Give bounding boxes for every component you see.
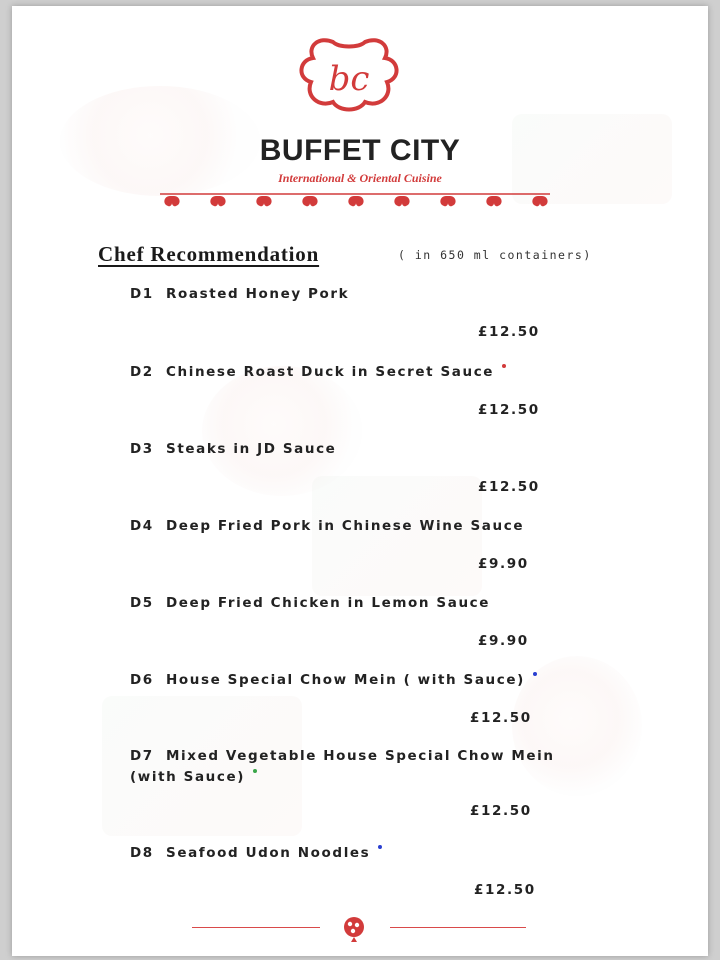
- item-price: £9.90: [478, 556, 529, 572]
- marker-dot: [533, 672, 537, 676]
- item-price: £12.50: [470, 710, 532, 726]
- item-price: £12.50: [474, 882, 536, 898]
- footer-line: [390, 927, 526, 928]
- marker-dot: [253, 769, 257, 773]
- divider-ornament: [486, 196, 501, 206]
- divider-ornament: [348, 196, 363, 206]
- section-note: ( in 650 ml containers): [398, 248, 592, 262]
- divider-ornament: [210, 196, 225, 206]
- divider-ornament: [440, 196, 455, 206]
- divider-ornament: [256, 196, 271, 206]
- footer-emblem-icon: [339, 913, 369, 943]
- item-price: £9.90: [478, 633, 529, 649]
- marker-dot: [502, 364, 506, 368]
- item-name: D5 Deep Fried Chicken in Lemon Sauce: [130, 595, 491, 611]
- item-name: D1 Roasted Honey Pork: [130, 286, 350, 302]
- menu-page: [12, 6, 708, 956]
- divider-ornament: [394, 196, 409, 206]
- item-name: D4 Deep Fried Pork in Chinese Wine Sauce: [130, 518, 525, 534]
- item-name: D2 Chinese Roast Duck in Secret Sauce: [130, 362, 590, 383]
- section-title: Chef Recommendation: [98, 242, 320, 266]
- footer-line: [192, 927, 320, 928]
- item-name: D3 Steaks in JD Sauce: [130, 441, 337, 457]
- item-name: D6 House Special Chow Mein ( with Sauce): [130, 670, 590, 691]
- logo-icon: [289, 34, 409, 114]
- divider-ornament: [164, 196, 179, 206]
- item-name: D7 Mixed Vegetable House Special Chow Mein: [130, 748, 555, 764]
- item-name: D8 Seafood Udon Noodles: [130, 843, 590, 864]
- item-price: £12.50: [470, 803, 532, 819]
- item-name-line2: (with Sauce): [130, 767, 590, 788]
- divider-ornament: [302, 196, 317, 206]
- brand-subtitle: International & Oriental Cuisine: [278, 171, 442, 185]
- marker-dot: [378, 845, 382, 849]
- item-price: £12.50: [478, 324, 540, 340]
- item-price: £12.50: [478, 479, 540, 495]
- divider-ornament: [532, 196, 547, 206]
- ornament-divider-icon: [160, 188, 550, 212]
- logo-text: bc: [328, 59, 370, 99]
- item-price: £12.50: [478, 402, 540, 418]
- brand-name: BUFFET CITY: [259, 134, 461, 167]
